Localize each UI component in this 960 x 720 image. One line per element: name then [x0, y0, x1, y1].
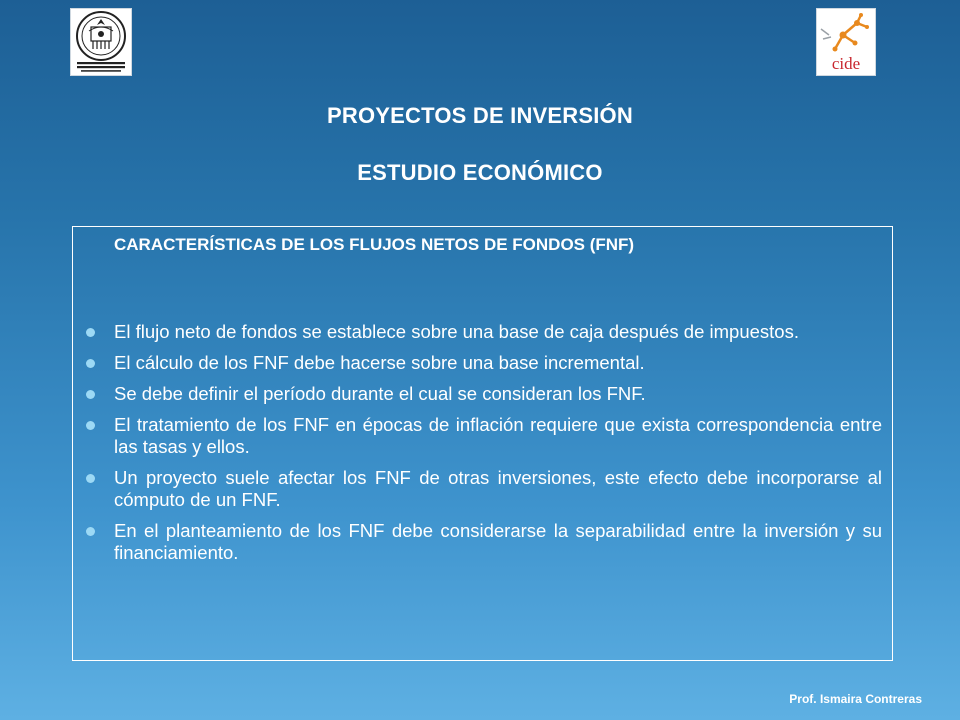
bullet-icon	[86, 474, 95, 483]
bullet-text: El cálculo de los FNF debe hacerse sobre una base incremental.	[114, 352, 645, 373]
bullet-text: Un proyecto suele afectar los FNF de otras inversiones, este efecto debe incorporarse al cómputo de un FNF.	[114, 467, 882, 510]
bullet-text: El flujo neto de fondos se establece sobre una base de caja después de impuestos.	[114, 321, 799, 342]
bullet-icon	[86, 390, 95, 399]
page-title: PROYECTOS DE INVERSIÓN	[327, 103, 633, 128]
content-box	[72, 226, 893, 661]
bullet-icon	[86, 328, 95, 337]
list-item	[114, 520, 882, 564]
bullet-text: El tratamiento de los FNF en épocas de inflación requiere que exista correspondencia entre las tasas y ellos.	[114, 414, 882, 457]
bullet-icon	[86, 359, 95, 368]
bullet-icon	[86, 421, 95, 430]
section-heading: CARACTERÍSTICAS DE LOS FLUJOS NETOS DE FONDOS (FNF)	[114, 235, 635, 254]
author-footer: Prof. Ismaira Contreras	[789, 692, 922, 706]
cide-logo	[816, 8, 876, 76]
universidad-de-los-andes-logo	[70, 8, 132, 76]
bullet-icon	[86, 527, 95, 536]
bullet-list	[114, 321, 882, 573]
list-item	[114, 352, 882, 374]
list-item	[114, 467, 882, 511]
cide-wordmark: cide	[831, 54, 861, 73]
list-item	[114, 414, 882, 458]
university-seal-icon	[71, 9, 131, 75]
bullet-text: Se debe definir el período durante el cual se consideran los FNF.	[114, 383, 646, 404]
page-subtitle: ESTUDIO ECONÓMICO	[357, 160, 603, 185]
list-item	[114, 321, 882, 343]
bullet-text: En el planteamiento de los FNF debe considerarse la separabilidad entre la inversión y su financiamiento.	[114, 520, 882, 563]
cide-network-icon	[817, 9, 875, 75]
list-item	[114, 383, 882, 405]
